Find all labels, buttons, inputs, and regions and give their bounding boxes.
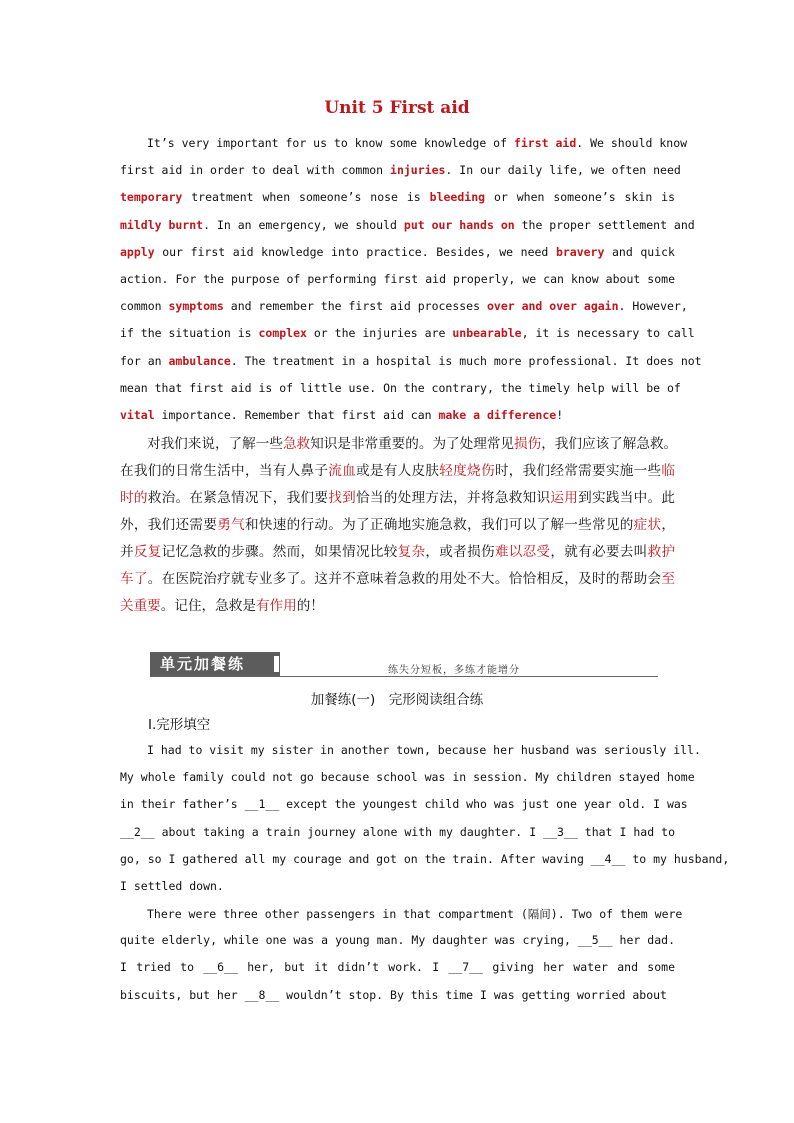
highlight-term: unbearable [452,326,522,341]
passage-line: biscuits, but her __8__ wouldn’t stop. By this time I was getting worried about [120,987,667,1002]
passage-line: There were three other passengers in that compartment (隔间). Two of them were [147,907,683,921]
subsection-heading: Ⅰ.完形填空 [148,717,211,733]
highlight-term: 车了 [120,571,148,587]
highlight-term: injuries [390,163,446,178]
highlight-term: 流血 [328,463,356,479]
text-run: ! [556,408,564,422]
text-run: mean that first aid is of little use. On the contrary, the timely help will be of [120,380,681,395]
highlight-term: 勇气 [217,517,245,533]
text-line [120,272,675,286]
text-run: It’s very important for us to know some knowledge of [147,136,514,150]
text-run: if the situation is [120,326,259,341]
section-title: 加餐练(一) 完形阅读组合练 [310,692,484,708]
text-line [120,217,695,232]
passage-line: I tried to __6__ her, but it didn’t work. I __7__ giving her water and some [120,960,675,975]
text-run: 救治。在紧急情况下，我们要 [147,490,329,506]
passage-line: quite elderly, while one was a young man. My daughter was crying, __5__ her dad. [120,933,675,948]
passage-line: go, so I gathered all my courage and got on the train. After waving __4__ to my husband, [120,851,730,866]
text-line [120,408,675,422]
banner-end-bar [272,656,279,672]
text-run: ，我们应该了解急救。 [541,436,678,452]
highlight-term: 急救 [282,436,311,452]
passage-line: I settled down. [120,879,224,893]
highlight-term: first aid [513,136,577,150]
highlight-term: 难以忍受 [494,544,551,560]
text-run: 恰当的处理方法，并将急救知识 [356,490,551,506]
text-line [120,299,688,314]
text-run: ，或者损伤 [425,544,495,560]
highlight-term: 找到 [328,490,356,506]
highlight-term: 临 [661,463,676,479]
highlight-term: 有作用 [255,598,297,614]
text-run: 对我们来说，了解一些 [147,436,283,452]
text-run: 或是有人皮肤 [356,463,440,479]
highlight-term: temporary [120,190,183,205]
text-run: treatment when someone’s nose is [182,190,430,205]
text-line [147,136,688,150]
text-run: ，就有必要去叫 [550,544,648,560]
text-run: and quick [604,244,675,259]
highlight-term: vital [120,408,155,422]
passage-line: in their father’s __1__ except the youngest child who was just one year old. I was [120,797,688,812]
text-run: . We should know [576,136,688,150]
text-run: 的！ [296,598,324,614]
text-run: or when someone’s skin is [485,190,676,205]
text-line [120,245,675,259]
text-run: 记忆急救的步骤。然而，如果情况比较 [161,544,398,560]
highlight-term: apply [120,244,155,259]
text-run: common [120,299,169,314]
text-run: our first aid knowledge into practice. Besides, we need [154,244,556,259]
text-line [120,594,675,614]
text-run: first aid in order to deal with common [120,163,391,178]
highlight-term: complex [258,326,307,341]
text-run: 时，我们经常需要实施一些 [494,463,662,479]
text-line [120,353,702,368]
unit-title: Unit 5 First aid [324,98,470,118]
text-line [120,190,675,204]
highlight-term: 反复 [133,544,162,560]
passage-line: __2__ about taking a train journey alone with my daughter. I __3__ that I had to [120,824,675,839]
text-line [120,540,675,560]
text-line [120,326,695,341]
passage-line: I had to visit my sister in another town, because her husband was seriously ill. [147,743,701,757]
text-run: the proper settlement and [514,217,695,232]
highlight-term: ambulance [168,353,231,368]
highlight-term: bleeding [429,190,486,205]
text-run: 。记住，急救是 [160,598,256,614]
highlight-term: 损伤 [514,436,542,452]
highlight-term: over and over again [486,299,619,314]
highlight-term: 时的 [120,490,148,506]
text-run: or the injuries are [306,326,453,341]
highlight-term: 至 [661,571,675,587]
text-run: 。在医院治疗就专业多了。这并不意味着急救的用处不大。恰恰相反，及时的帮助会 [147,571,662,587]
text-run: , it is necessary to call [521,326,695,341]
highlight-term: bravery [555,244,605,259]
highlight-term: mildly burnt [120,217,204,232]
text-run: . The treatment in a hospital is much more professional. It does not [230,353,702,368]
banner-label: 单元加餐练 [160,655,246,673]
text-run: 和快速的行动。为了正确地实施急救，我们可以了解一些常见的 [244,517,634,533]
highlight-term: make a difference [438,408,557,422]
text-run: 在我们的日常生活中，当有人鼻子 [120,463,329,479]
highlight-term: 救护 [647,544,676,560]
banner-rule [150,676,658,677]
text-run: and remember the first aid processes [223,299,487,314]
text-run: 外，我们还需要 [120,517,218,533]
highlight-term: 症状 [633,517,662,533]
text-line [120,380,681,395]
text-line [147,432,678,452]
text-run: ， [661,517,676,533]
highlight-term: symptoms [168,299,224,314]
highlight-term: 复杂 [397,544,426,560]
text-run: . In an emergency, we should [203,217,404,232]
text-line [120,163,681,178]
text-line [120,513,675,533]
passage-line: My whole family could not go because school was in session. My children stayed home [120,770,695,785]
text-run: 知识是非常重要的。为了处理常见 [310,436,515,452]
banner-slogan: 练失分短板，多练才能增分 [388,665,520,676]
text-line [120,459,675,479]
highlight-term: 运用 [550,490,579,506]
text-line [120,486,675,506]
text-run: importance. Remember that first aid can [154,408,439,422]
text-run: for an [120,353,169,368]
highlight-term: put our hands on [403,217,515,232]
text-line [120,567,675,587]
text-run: action. For the purpose of performing first aid properly, we can know about some [120,272,675,286]
text-run: 到实践当中。此 [578,490,676,506]
text-run: . However, [618,299,688,314]
text-run: . In our daily life, we often need [445,163,681,178]
text-run: 并 [120,544,134,560]
highlight-term: 关重要 [120,598,161,614]
highlight-term: 轻度烧伤 [439,463,495,479]
